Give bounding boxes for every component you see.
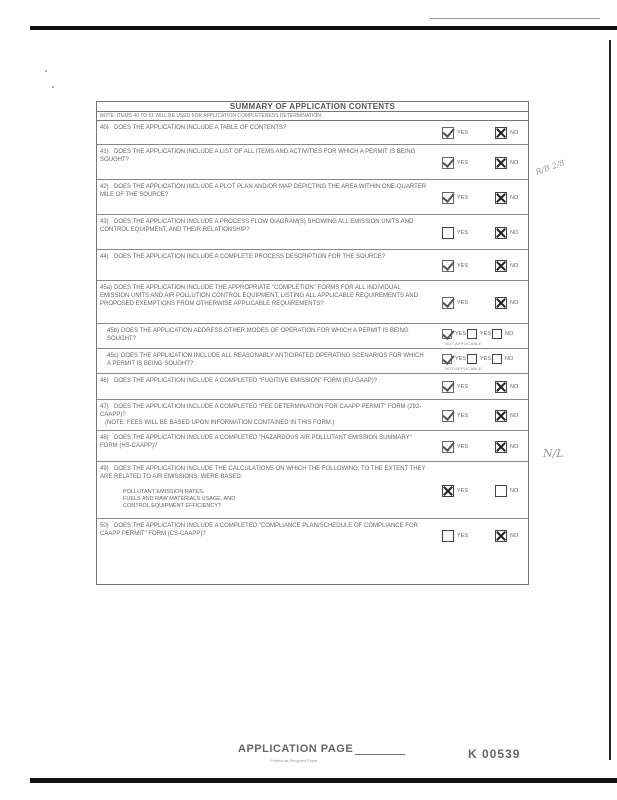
no-option: [495, 157, 518, 169]
no-option: [495, 260, 518, 272]
checkbox-x-marked[interactable]: [495, 530, 507, 542]
checkbox-x-marked[interactable]: [495, 297, 507, 309]
yes-option-label: YES: [457, 444, 469, 450]
item-number: 41): [100, 149, 109, 155]
yes-option-label: YES: [457, 533, 469, 539]
item-row: [97, 462, 528, 519]
checkbox-checked[interactable]: [442, 297, 454, 309]
item-row: [97, 180, 528, 215]
speck: [45, 70, 47, 72]
item-text: DOES THE APPLICATION INCLUDE A PLOT PLAN AND/OR MAP DEPICTING THE AREA WITHIN ONE-QUARTER MILE OF THE SOURCE?: [100, 184, 427, 198]
yes-option-label: YES: [457, 263, 469, 269]
no-option-label: NO: [510, 300, 519, 306]
item-number: 47): [100, 404, 109, 410]
item-number: 49): [100, 466, 109, 472]
scan-edge-right: [609, 40, 611, 760]
item-question: [100, 465, 430, 481]
item-question: [100, 124, 430, 132]
yes-option-label: YES: [480, 356, 492, 362]
no-option: [495, 441, 518, 453]
item-row: [97, 400, 528, 431]
no-option: [492, 329, 513, 339]
item-question: [100, 377, 430, 385]
checkbox-x-marked[interactable]: [495, 192, 507, 204]
no-option: [495, 410, 518, 422]
yes-option: [442, 329, 466, 339]
yes-option: [442, 381, 468, 393]
yes-option-label: YES: [457, 488, 469, 494]
item-text: DOES THE APPLICATION INCLUDE THE APPROPRIATE "COMPLETION" FORMS FOR ALL INDIVIDUAL EMISSION UNITS AND AIR POLLUTION CONTROL EQUIPMENT, LISTING ALL APPLICABLE REQUIREMENTS AND PROPOSED EXEMPTIONS FROM OTHERWISE APPLICABLE REQUIREMENTS?: [100, 285, 418, 307]
yes-option: [442, 410, 468, 422]
item-number: 46): [100, 378, 109, 384]
item-question: [100, 403, 430, 419]
item-row: [97, 349, 528, 374]
checkbox-checked[interactable]: [442, 410, 454, 422]
no-option: [495, 227, 518, 239]
yes-option: [442, 354, 466, 364]
no-option-label: NO: [510, 130, 519, 136]
item-question: [100, 183, 430, 199]
item-row: [97, 121, 528, 145]
no-option: [495, 530, 518, 542]
checkbox-empty[interactable]: [442, 227, 454, 239]
item-text: DOES THE APPLICATION INCLUDE A TABLE OF CONTENTS?: [114, 125, 287, 131]
item-text: DOES THE APPLICATION INCLUDE A COMPLETED "COMPLIANCE PLAN/SCHEDULE OF COMPLIANCE FOR CAAPP PERMIT" FORM (CS-CAAPP)?: [100, 523, 418, 537]
checkbox-empty[interactable]: [495, 485, 507, 497]
no-option-label: NO: [505, 331, 514, 337]
bullet-item: FUELS AND RAW MATERIALS USAGE, AND: [123, 496, 236, 502]
item-text: DOES THE APPLICATION INCLUDE A COMPLETED "HAZARDOUS AIR POLLUTANT EMISSION SUMMARY" FORM (HS-CAAPP)?: [100, 435, 412, 449]
checkbox-x-marked[interactable]: [495, 381, 507, 393]
not-applicable-label: NOT APPLICABLE: [445, 366, 482, 371]
not-applicable-label: NOT APPLICABLE: [445, 341, 482, 346]
yes-option: [442, 260, 468, 272]
item-text: DOES THE APPLICATION INCLUDE A PROCESS FLOW DIAGRAM(S) SHOWING ALL EMISSION UNITS AND CONTROL EQUIPMENT, AND THEIR RELATIONSHIP?: [100, 219, 414, 233]
margin-note-top: R/B 2/8: [534, 158, 566, 177]
checkbox-checked[interactable]: [442, 127, 454, 139]
yes-option-label: YES: [480, 331, 492, 337]
footer-recycled-note: Printed on Recycled Paper: [270, 758, 318, 763]
no-option: [492, 354, 513, 364]
item-question: [107, 327, 427, 343]
no-option-label: NO: [510, 444, 519, 450]
footer-page-label: APPLICATION PAGE: [238, 743, 354, 755]
item-row: [97, 281, 528, 324]
no-option-label: NO: [510, 263, 519, 269]
checkbox-empty[interactable]: [492, 329, 502, 339]
checkbox-checked[interactable]: [442, 329, 452, 339]
item-number: 45b): [107, 328, 120, 334]
checkbox-x-marked[interactable]: [495, 157, 507, 169]
item-row: [97, 250, 528, 281]
item-text: DOES THE APPLICATION INCLUDE THE CALCULATIONS ON WHICH THE FOLLOWING, TO THE EXTENT THEY ARE RELATED TO AIR EMISSIONS, WERE BASED:: [100, 466, 426, 480]
item-number: 48): [100, 435, 109, 441]
item-number: 42): [100, 184, 109, 190]
item-text: DOES THE APPLICATION INCLUDE A COMPLETE PROCESS DESCRIPTION FOR THE SOURCE?: [114, 254, 386, 260]
item-number: 45c): [107, 353, 119, 359]
yes-option-label: YES: [457, 300, 469, 306]
yes-option-label: YES: [457, 130, 469, 136]
yes-option: [467, 354, 491, 364]
scan-edge-top: [30, 26, 617, 30]
form-title: SUMMARY OF APPLICATION CONTENTS: [97, 102, 528, 112]
speck: [52, 86, 54, 88]
checkbox-x-marked[interactable]: [495, 260, 507, 272]
summary-form: [96, 101, 529, 585]
yes-option: [442, 127, 468, 139]
item-note: (NOTE: FEES WILL BE BASED UPON INFORMATION CONTAINED IN THIS FORM.): [105, 420, 335, 426]
checkbox-x-marked[interactable]: [495, 127, 507, 139]
item-row: [97, 519, 528, 552]
item-question: [100, 434, 430, 450]
no-option: [495, 192, 518, 204]
checkbox-checked[interactable]: [442, 441, 454, 453]
item-number: 45a): [100, 285, 113, 291]
checkbox-empty[interactable]: [467, 329, 477, 339]
item-row: [97, 145, 528, 180]
checkbox-checked[interactable]: [442, 260, 454, 272]
checkbox-x-marked[interactable]: [495, 441, 507, 453]
item-text: DOES THE APPLICATION INCLUDE ALL REASONABLY ANTICIPATED OPERATING SCENARIOS FOR WHICH A PERMIT IS BEING SOUGHT?: [107, 353, 424, 367]
checkbox-checked[interactable]: [442, 192, 454, 204]
item-row: [97, 324, 528, 349]
item-number: 44): [100, 254, 109, 260]
scan-edge-top-faint: [430, 18, 600, 19]
item-bullets: [105, 489, 435, 510]
checkbox-checked[interactable]: [442, 354, 452, 364]
yes-option: [442, 485, 468, 497]
yes-option: [442, 227, 468, 239]
form-rows: [97, 121, 528, 552]
yes-option: [442, 192, 468, 204]
item-question: [100, 148, 430, 164]
checkbox-empty[interactable]: [492, 354, 502, 364]
yes-option-label: YES: [457, 160, 469, 166]
yes-option: [442, 157, 468, 169]
item-text: DOES THE APPLICATION ADDRESS OTHER MODES OF OPERATION FOR WHICH A PERMIT IS BEING SOUGHT?: [107, 328, 409, 342]
footer-page-line: [355, 754, 405, 755]
yes-option-label: YES: [457, 384, 469, 390]
yes-option-label: YES: [457, 413, 469, 419]
yes-option: [442, 297, 468, 309]
bullet-item: CONTROL EQUIPMENT EFFICIENCY?: [123, 503, 222, 509]
no-option-label: NO: [510, 488, 519, 494]
item-row: [97, 431, 528, 462]
yes-option-label: YES: [457, 195, 469, 201]
item-text: DOES THE APPLICATION INCLUDE A LIST OF ALL ITEMS AND ACTIVITIES FOR WHICH A PERMIT IS BEING SOUGHT?: [100, 149, 416, 163]
item-question: [100, 218, 430, 234]
yes-option: [442, 441, 468, 453]
margin-note-mid: N/L: [543, 447, 564, 460]
item-question: [100, 522, 430, 538]
checkbox-empty[interactable]: [467, 354, 477, 364]
yes-option: [467, 329, 491, 339]
no-option-label: NO: [505, 356, 514, 362]
scan-edge-bottom: [30, 778, 617, 783]
no-option-label: NO: [510, 533, 519, 539]
item-number: 43): [100, 219, 109, 225]
item-row: [97, 215, 528, 250]
yes-option-label: YES: [455, 331, 467, 337]
checkbox-checked[interactable]: [442, 381, 454, 393]
checkbox-checked[interactable]: [442, 157, 454, 169]
no-option-label: NO: [510, 195, 519, 201]
item-number: 50): [100, 523, 109, 529]
no-option: [495, 127, 518, 139]
item-text: DOES THE APPLICATION INCLUDE A COMPLETED "FUGITIVE EMISSION" FORM (EU-GAAP)?: [114, 378, 378, 384]
bullet-item: POLLUTANT EMISSION RATES,: [123, 489, 205, 495]
item-text: DOES THE APPLICATION INCLUDE A COMPLETED "FEE DETERMINATION FOR CAAPP PERMIT" FORM (292-CAAPP)?: [100, 404, 422, 418]
no-option-label: NO: [510, 413, 519, 419]
no-option: [495, 381, 518, 393]
item-question: [100, 253, 430, 261]
yes-option-label: YES: [455, 356, 467, 362]
checkbox-x-marked[interactable]: [442, 485, 454, 497]
checkbox-x-marked[interactable]: [495, 227, 507, 239]
item-question: [100, 284, 430, 308]
checkbox-x-marked[interactable]: [495, 410, 507, 422]
bates-number: K 00539: [468, 747, 521, 761]
checkbox-empty[interactable]: [442, 530, 454, 542]
item-row: [97, 374, 528, 400]
yes-option-label: YES: [457, 230, 469, 236]
form-note: NOTE: ITEMS 40 TO 51 WILL BE USED FOR APPLICATION COMPLETENESS DETERMINATION.: [97, 112, 528, 121]
no-option-label: NO: [510, 384, 519, 390]
no-option: [495, 297, 518, 309]
no-option-label: NO: [510, 230, 519, 236]
item-number: 40): [100, 125, 109, 131]
item-question: [107, 352, 427, 368]
no-option-label: NO: [510, 160, 519, 166]
no-option: [495, 485, 518, 497]
yes-option: [442, 530, 468, 542]
